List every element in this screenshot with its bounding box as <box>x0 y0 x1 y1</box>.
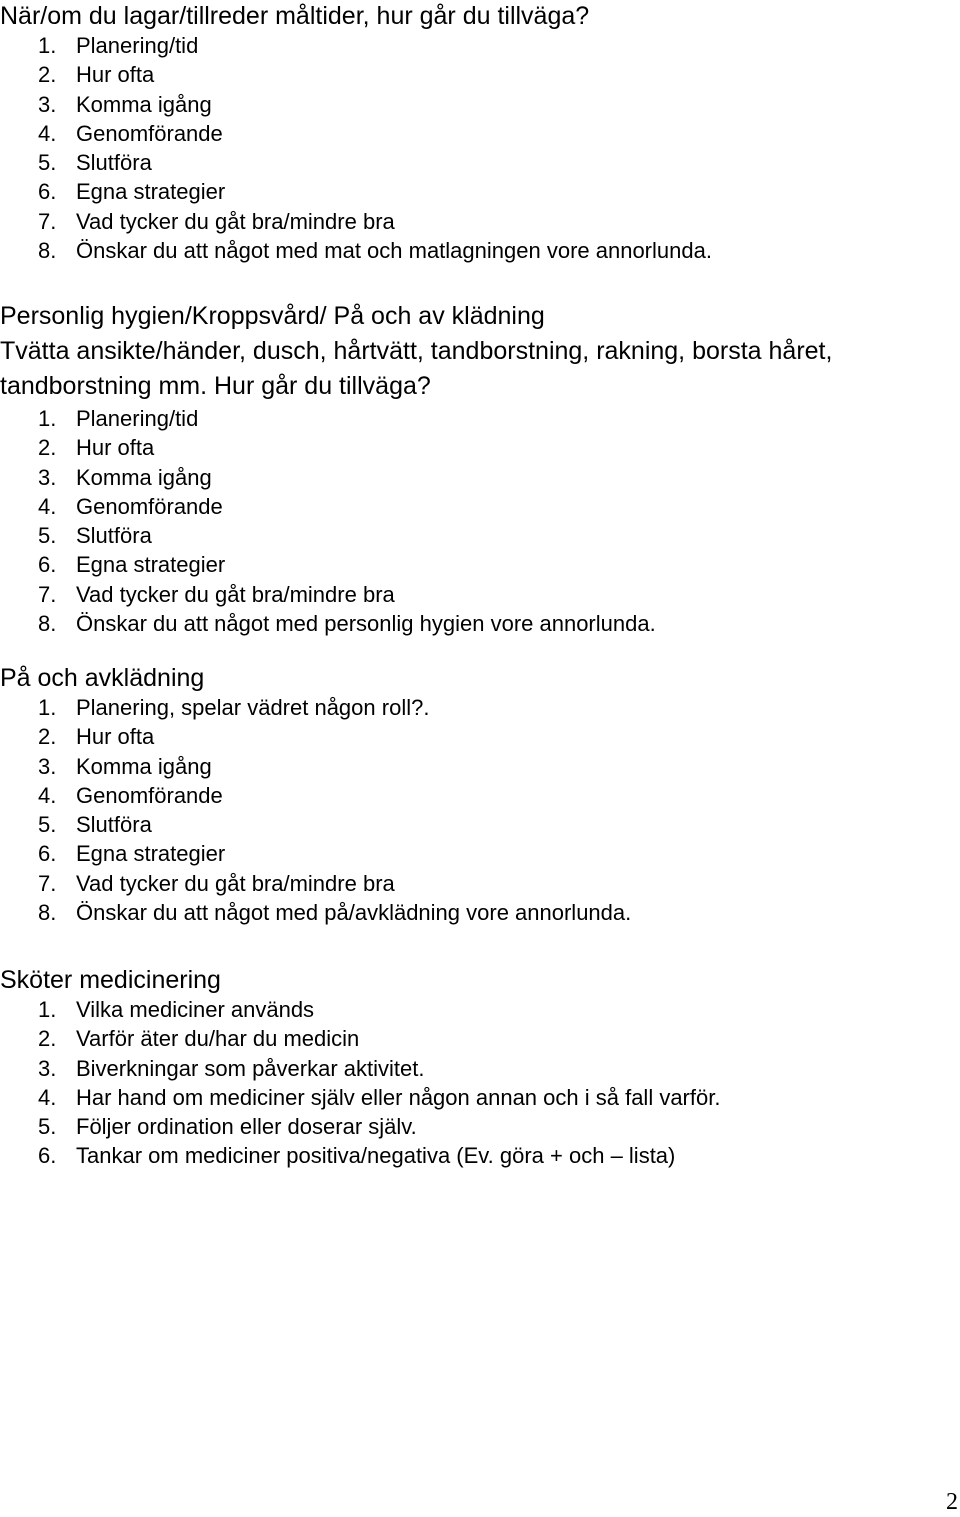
list-item: 5. Slutföra <box>38 812 152 838</box>
list-item: 7. Vad tycker du gåt bra/mindre bra <box>38 581 395 607</box>
list-item: 4. Genomförande <box>38 493 223 519</box>
list-item: 2. Hur ofta <box>38 435 155 461</box>
list-item: 3. Komma igång <box>38 464 212 490</box>
list-item: 5. Slutföra <box>38 150 152 176</box>
list-item: 3. Komma igång <box>38 91 212 117</box>
list-item: 1. Vilka mediciner används <box>38 997 315 1022</box>
list-item: 8. Önskar du att något med mat och matlagningen vore annorlunda. <box>38 238 712 264</box>
list-item: 6. Egna strategier <box>38 552 226 578</box>
list-item: 3. Komma igång <box>38 753 212 779</box>
list-item: 1. Planering/tid <box>38 33 199 58</box>
list-item: 7. Vad tycker du gåt bra/mindre bra <box>38 870 395 896</box>
list-item: 7. Vad tycker du gåt bra/mindre bra <box>38 208 395 234</box>
list-item: 8. Önskar du att något med personlig hygien vore annorlunda. <box>38 611 656 637</box>
question-list <box>0 404 940 638</box>
section-dressing <box>0 664 940 927</box>
section-intro: Tvätta ansikte/händer, dusch, hårtvätt, tandborstning, rakning, borsta håret, tandborstning mm. Hur går du tillväga? <box>0 337 833 400</box>
list-item: 2. Hur ofta <box>38 62 155 88</box>
section-heading: När/om du lagar/tillreder måltider, hur går du tillväga? <box>0 2 590 30</box>
section-heading: Personlig hygien/Kroppsvård/ På och av klädning <box>0 302 545 330</box>
page-number: 2 <box>946 1489 958 1515</box>
list-item: 5. Slutföra <box>38 523 152 549</box>
list-item: 5. Följer ordination eller doserar själv. <box>38 1114 417 1140</box>
section-meals <box>0 2 940 265</box>
list-item: 4. Har hand om mediciner själv eller någon annan och i så fall varför. <box>38 1084 721 1110</box>
section-heading: Sköter medicinering <box>0 966 221 994</box>
list-item: 3. Biverkningar som påverkar aktivitet. <box>38 1055 425 1081</box>
list-item: 4. Genomförande <box>38 120 223 146</box>
list-item: 4. Genomförande <box>38 782 223 808</box>
list-item: 2. Hur ofta <box>38 724 155 750</box>
question-list <box>0 693 940 927</box>
list-item: 6. Egna strategier <box>38 841 226 867</box>
question-list <box>0 31 940 265</box>
section-medication <box>0 966 940 1171</box>
list-item: 1. Planering, spelar vädret någon roll?. <box>38 695 430 720</box>
list-item: 6. Egna strategier <box>38 179 226 205</box>
question-list <box>0 995 940 1171</box>
list-item: 2. Varför äter du/har du medicin <box>38 1026 360 1052</box>
section-heading: På och avklädning <box>0 664 205 692</box>
section-personal-hygiene <box>0 298 940 638</box>
list-item: 1. Planering/tid <box>38 406 199 431</box>
list-item: 6. Tankar om mediciner positiva/negativa (Ev. göra + och – lista) <box>38 1143 676 1169</box>
list-item: 8. Önskar du att något med på/avklädning vore annorlunda. <box>38 900 632 926</box>
